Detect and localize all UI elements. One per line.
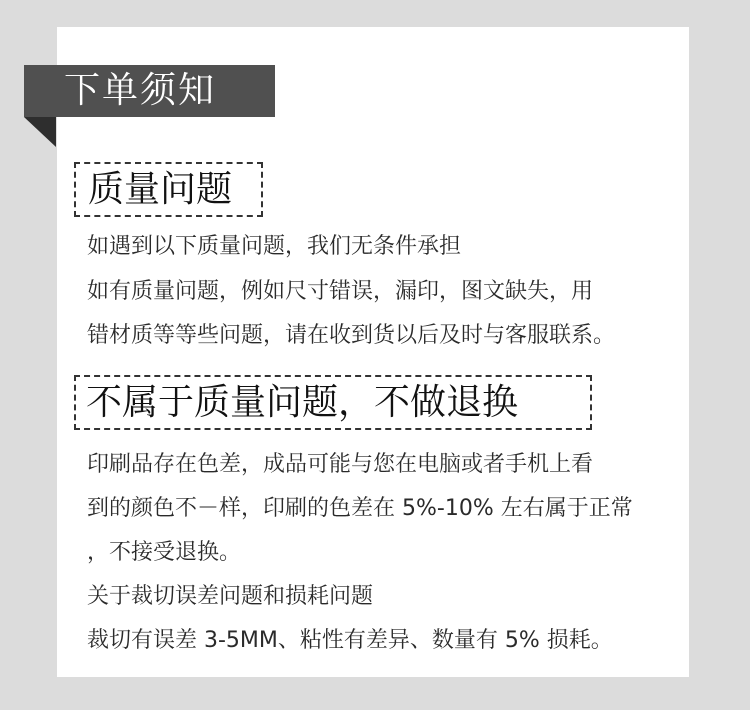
non-quality-section-heading-box [74, 375, 592, 430]
quality-line-2: 如有质量问题，例如尺寸错误，漏印，图文缺失，用 [87, 279, 594, 304]
quality-line-1: 如遇到以下质量问题，我们无条件承担 [87, 234, 462, 259]
notice-card [57, 27, 689, 677]
non-quality-line-1: 印刷品存在色差，成品可能与您在电脑或者手机上看 [87, 452, 594, 477]
quality-section-heading-box [74, 162, 263, 217]
quality-section-heading: 质量问题 [88, 169, 233, 210]
non-quality-line-5: 裁切有误差 3-5MM、粘性有差异、数量有 5% 损耗。 [87, 628, 613, 653]
quality-line-3: 错材质等等些问题，请在收到货以后及时与客服联系。 [87, 323, 616, 348]
page-title: 下单须知 [64, 70, 217, 111]
non-quality-line-2: 到的颜色不－样，印刷的色差在 5%-10% 左右属于正常 [87, 496, 633, 521]
non-quality-line-3: ，不接受退换。 [87, 540, 242, 565]
non-quality-line-4: 关于裁切误差问题和损耗问题 [87, 584, 374, 609]
page-title-banner [24, 65, 275, 117]
banner-fold-decoration [24, 117, 56, 147]
non-quality-section-heading: 不属于质量问题，不做退换 [86, 382, 519, 423]
